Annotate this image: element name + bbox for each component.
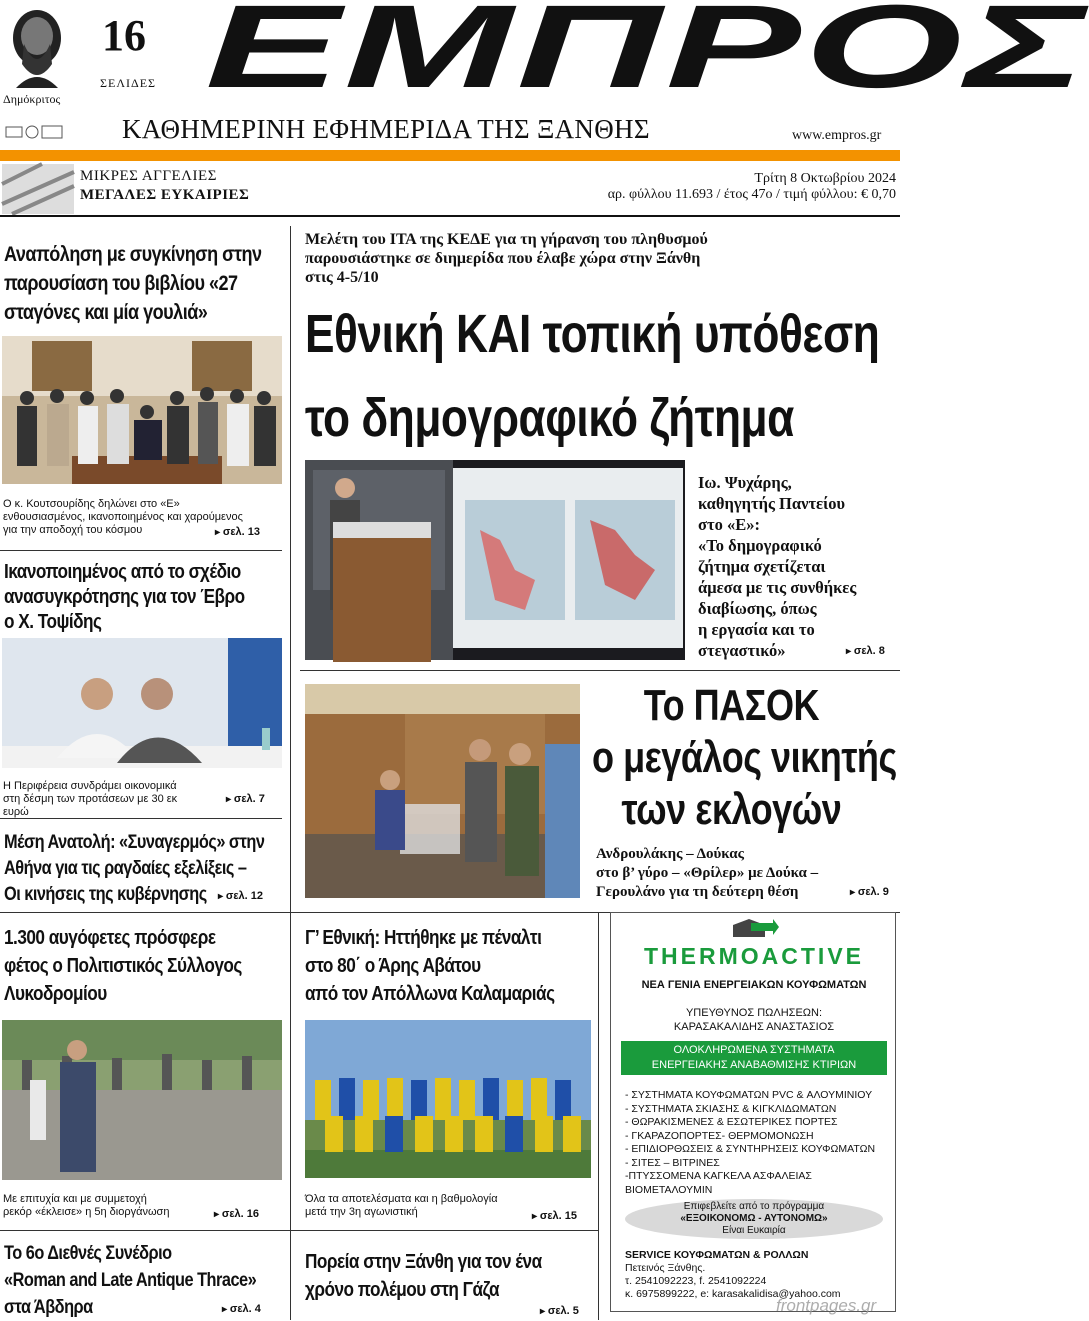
newspaper-title: ΕΜΠΡΟΣ: [205, 0, 1089, 113]
story-middle-east: [4, 830, 324, 908]
watermark: frontpages.gr: [776, 1296, 877, 1315]
headline-line: παρουσίαση του βιβλίου «27: [4, 272, 238, 295]
lead-quote: Ιω. Ψυχάρης, καθηγητής Παντείου στο «Ε»: «Το δημογραφικό ζήτημα σχετίζεται άμεσα με τις συνθήκες διαβίωσης, όπως η εργασία και το στεγαστικό»: [698, 473, 857, 660]
headline-line: Αναπόληση με συγκίνηση στην: [4, 243, 262, 266]
gaza-headline: Πορεία στην Ξάνθη για τον ένα χρόνο πολέμου στη Γάζα: [305, 1251, 542, 1301]
website-link[interactable]: www.empros.gr: [792, 128, 882, 143]
election-polling-photo: [305, 684, 580, 898]
gaza-page-ref[interactable]: ▸ σελ. 5: [540, 1305, 579, 1317]
football-headline: Γ’ Εθνική: Ηττήθηκε με πέναλτι στο 80΄ ο Άρης Αβάτου από τον Απόλλωνα Καλαμαριάς: [305, 927, 555, 1005]
democritus-logo-icon: [4, 4, 70, 90]
advert-tagline: ΝΕΑ ΓΕΝΙΑ ΕΝΕΡΓΕΙΑΚΩΝ ΚΟΥΦΩΜΑΤΩΝ: [641, 979, 867, 991]
classifieds-line1: ΜΙΚΡΕΣ ΑΓΓΕΛΙΕΣ: [80, 168, 217, 184]
congress-headline: Το 6ο Διεθνές Συνέδριο «Roman and Late Antique Thrace» στα Άβδηρα: [4, 1243, 257, 1318]
story2-page-ref[interactable]: ▸ σελ. 7: [226, 793, 265, 805]
advert-services-list: - ΣΥΣΤΗΜΑΤΑ ΚΟΥΦΩΜΑΤΩΝ PVC & ΑΛΟΥΜΙΝΙΟΥ - ΣΥΣΤΗΜΑΤΑ ΣΚΙΑΣΗΣ & ΚΙΓΚΛΙΔΩΜΑΤΩΝ - ΘΩΡΑΚΙΣΜΕΝΕΣ & ΕΣΩΤΕΡΙΚΕΣ ΠΟΡΤΕΣ - ΓΚΑΡΑΖΟΠΟΡΤΕΣ- ΘΕΡΜΟΜΟΝΩΣΗ - ΕΠΙΔΙΟΡΘΩΣΕΙΣ & ΣΥΝΤΗΡΗΣΕΙΣ ΚΟΥΦΩΜΑΤΩΝ - ΣΙΤΕΣ – ΒΙΤΡΙΝΕΣ -ΠΤΥΣΣΟΜΕΝΑ ΚΑΓΚΕΛΑ ΑΣΦΑΛΕΙΑΣ ΒΙΟΜΕΤΑΛΟΥΜΙΝ: [625, 1089, 876, 1196]
story-evros: [4, 560, 304, 635]
congress-page-ref[interactable]: ▸ σελ. 4: [222, 1303, 261, 1315]
classifieds-icon: [2, 164, 74, 214]
story2-caption: Η Περιφέρεια συνδράμει οικονομικά στη δέσμη των προτάσεων με 30 εκ ευρώ: [3, 780, 178, 818]
advert-green-band: ΟΛΟΚΛΗΡΩΜΕΝΑ ΣΥΣΤΗΜΑΤΑ ΕΝΕΡΓΕΙΑΚΗΣ ΑΝΑΒΑΘΜΙΣΗΣ ΚΤΙΡΙΩΝ: [621, 1041, 887, 1075]
thermoactive-advert[interactable]: [610, 912, 896, 1312]
headline-line: Οι κινήσεις της κυβέρνησης: [4, 884, 207, 905]
classifieds-line2: ΜΕΓΑΛΕΣ ΕΥΚΑΙΡΙΕΣ: [80, 187, 250, 203]
lead-headline: Εθνική ΚΑΙ τοπική υπόθεση το δημογραφικό ζήτημα: [305, 304, 880, 448]
logo-caption: Δημόκριτος: [3, 92, 61, 106]
pages-label: ΣΕΛΙΔΕΣ: [100, 76, 157, 90]
football-team-photo: [305, 1020, 591, 1178]
book-presentation-photo: [2, 336, 282, 484]
story-book-presentation: [4, 240, 304, 327]
story1-caption: Ο κ. Κουτσουρίδης δηλώνει στο «Ε» ενθουσιασμένος, ικανοποιημένος και χαρούμενος για την αποδοχή του κόσμου: [3, 498, 243, 536]
pasok-page-ref[interactable]: ▸ σελ. 9: [850, 886, 889, 898]
thermoactive-brand: THERMOACTIVE: [644, 943, 864, 969]
story3-page-ref[interactable]: ▸ σελ. 12: [218, 890, 263, 902]
sales-label: ΥΠΕΥΘΥΝΟΣ ΠΩΛΗΣΕΩΝ:: [685, 1007, 823, 1019]
headline-line: Ικανοποιημένος από το σχέδιο: [4, 561, 241, 583]
issue-info: αρ. φύλλου 11.693 / έτος 47ο / τιμή φύλλου: € 0,70: [607, 187, 896, 202]
lead-kicker: Μελέτη του ΙΤΑ της ΚΕΔΕ για τη γήρανση του πληθυσμού παρουσιάστηκε σε διημερίδα που έλαβε χώρα στην Ξάνθη στις 4-5/10: [305, 231, 708, 286]
program-oval: Επιφεβλείτε από το πρόγραμμα «ΕΞΟΙΚΟΝΟΜΩ - ΑΥΤΟΝΟΜΩ» Είναι Ευκαιρία: [625, 1199, 883, 1239]
headline-line: Αθήνα για τις ραγδαίες εξελίξεις –: [4, 858, 247, 879]
orange-band: [0, 150, 900, 161]
pages-number: 16: [102, 11, 146, 60]
lead-page-ref[interactable]: ▸ σελ. 8: [846, 645, 885, 657]
pasok-subhead: Ανδρουλάκης – Δούκας στο β’ γύρο – «Θρίλερ» με Δούκα – Γερουλάνο για τη δεύτερη θέση: [596, 846, 819, 900]
egg-story-caption: Με επιτυχία και με συμμετοχή ρεκόρ «έκλεισε» η 5η διοργάνωση: [3, 1193, 170, 1218]
headline-line: Μέση Ανατολή: «Συναγερμός» στην: [4, 832, 265, 853]
football-caption: Όλα τα αποτελέσματα και η βαθμολογία μετά την 3η αγωνιστική: [305, 1193, 498, 1218]
football-page-ref[interactable]: ▸ σελ. 15: [532, 1210, 577, 1222]
service-block: SERVICE ΚΟΥΦΩΜΑΤΩΝ & ΡΟΛΛΩΝ Πετεινός Ξάνθης. τ. 2541092223, f. 2541092224 κ. 6975899222, e: karasakalidisa@yahoo.com: [625, 1249, 841, 1300]
egg-story-headline: 1.300 αυγόφετες πρόσφερε φέτος ο Πολιτιστικός Σύλλογος Λυκοδρομίου: [4, 927, 242, 1005]
festival-photo: [2, 1020, 282, 1180]
headline-line: ανασυγκρότησης για τον Έβρο: [4, 586, 245, 608]
pasok-headline: Το ΠΑΣΟΚ ο μεγάλος νικητής των εκλογών: [592, 681, 897, 834]
sales-name: ΚΑΡΑΣΑΚΑΛΙΔΗΣ ΑΝΑΣΤΑΣΙΟΣ: [673, 1021, 835, 1033]
issue-date: Τρίτη 8 Οκτωβρίου 2024: [754, 171, 896, 186]
headline-line: σταγόνες και μία γουλιά»: [4, 301, 208, 324]
house-arrow-icon: [729, 917, 779, 941]
evros-meeting-photo: [2, 638, 282, 768]
demographic-conference-photo: [305, 460, 685, 660]
newspaper-subtitle: ΚΑΘΗΜΕΡΙΝΗ ΕΦΗΜΕΡΙΔΑ ΤΗΣ ΞΑΝΘΗΣ: [122, 114, 650, 144]
headline-line: ο Χ. Τοψίδης: [4, 611, 102, 633]
partner-logos-icon: [6, 124, 64, 140]
egg-story-page-ref[interactable]: ▸ σελ. 16: [214, 1208, 259, 1220]
story1-page-ref[interactable]: ▸ σελ. 13: [215, 526, 260, 538]
